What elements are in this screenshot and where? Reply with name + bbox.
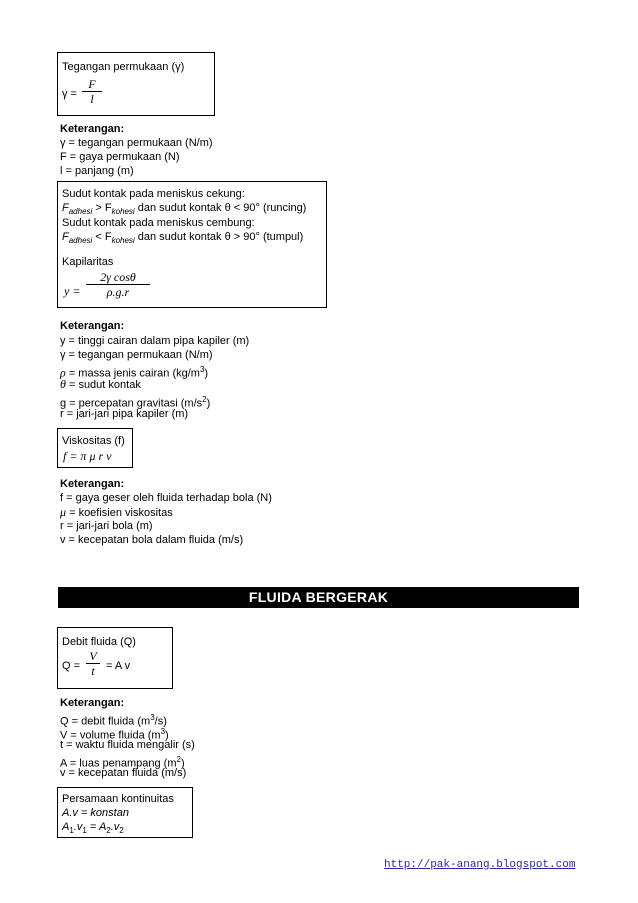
capillarity-title: Kapilaritas (62, 256, 114, 268)
surface-tension-box (57, 52, 215, 116)
ket4-line4: A = luas penampang $(m^2)$ (60, 755, 185, 770)
ket4-line5: v = kecepatan fluida (m/s) (60, 767, 187, 779)
ket4-line1: Q = debit fluida $(m^3/s)$ (60, 713, 167, 728)
ket4-heading: Keterangan: (60, 697, 125, 709)
ket3-heading: Keterangan: (60, 478, 125, 490)
fraction-numerator: F (88, 77, 96, 91)
section-banner-title: FLUIDA BERGERAK (248, 589, 389, 605)
ket2-line3: ρ = massa jenis cairan $(kg/m^3)$ (60, 365, 209, 380)
convex-meniscus-text: Sudut kontak pada meniskus cembung: (62, 217, 255, 229)
ket2-line5: g = percepatan gravitasi $(m/s^2)$ (60, 395, 211, 410)
viscosity-box (57, 428, 133, 468)
fraction-numerator: 2γ cosθ (100, 270, 136, 284)
continuity-line1: A.v = konstan (62, 807, 129, 819)
flow-rate-rhs: = A v (106, 660, 131, 672)
viscosity-formula: f = π μ r v (63, 449, 112, 463)
fraction-denominator: ρ.g.r (106, 285, 130, 299)
capillarity-lhs: y = (64, 284, 81, 298)
ket1-heading: Keterangan: (60, 123, 125, 135)
ket2-heading: Keterangan: (60, 320, 125, 332)
flow-rate-lhs: Q = (62, 660, 81, 672)
concave-meniscus-text: Sudut kontak pada meniskus cekung: (62, 188, 245, 200)
ket2-line4: θ = sudut kontak (60, 377, 141, 391)
flow-rate-title: Debit fluida (Q) (62, 636, 136, 648)
flow-rate-fraction (86, 649, 100, 678)
continuity-line2: $A_1.v_1 = A_2.v_2$ (62, 821, 124, 836)
ket2-line1: y = tinggi cairan dalam pipa kapiler (m) (60, 335, 250, 347)
blog-link[interactable]: http://pak-anang.blogspot.com (384, 859, 576, 871)
ket2-line2: γ = tegangan permukaan (N/m) (60, 349, 213, 361)
ket2-line6: r = jari-jari pipa kapiler (m) (60, 408, 189, 420)
flow-rate-box (57, 627, 173, 689)
fraction-numerator: V (89, 649, 97, 663)
surface-tension-title: Tegangan permukaan (γ) (62, 61, 185, 73)
fraction-denominator: l (90, 92, 94, 106)
ket1-line1: γ = tegangan permukaan (N/m) (60, 137, 213, 149)
surface-tension-lhs: γ = (62, 88, 77, 100)
viscosity-title: Viskositas (f) (62, 435, 125, 447)
convex-condition: $F_{adhesi} < F_{kohesi}$ dan sudut kontak θ > 90° (tumpul) (62, 231, 304, 246)
section-banner (58, 587, 579, 608)
concave-condition: $F_{adhesi} > F_{kohesi}$ dan sudut kontak θ < 90° (runcing) (62, 202, 307, 217)
ket4-line3: t = waktu fluida mengalir (s) (60, 739, 195, 751)
ket1-line2: F = gaya permukaan (N) (60, 151, 180, 163)
ket3-line2: μ = koefisien viskositas (60, 505, 173, 519)
ket3-line3: r = jari-jari bola (m) (60, 520, 153, 532)
contact-angle-box (57, 181, 327, 308)
fraction-denominator: t (91, 664, 95, 678)
ket3-line4: v = kecepatan bola dalam fluida (m/s) (60, 534, 244, 546)
ket3-line1: f = gaya geser oleh fluida terhadap bola (N) (60, 492, 272, 504)
surface-tension-fraction (82, 77, 102, 106)
ket4-line2: V = volume fluida $(m^3)$ (60, 727, 169, 742)
capillarity-fraction (86, 270, 150, 299)
ket1-line3: l = panjang (m) (60, 165, 134, 177)
continuity-title: Persamaan kontinuitas (62, 793, 174, 805)
continuity-box (57, 787, 193, 838)
